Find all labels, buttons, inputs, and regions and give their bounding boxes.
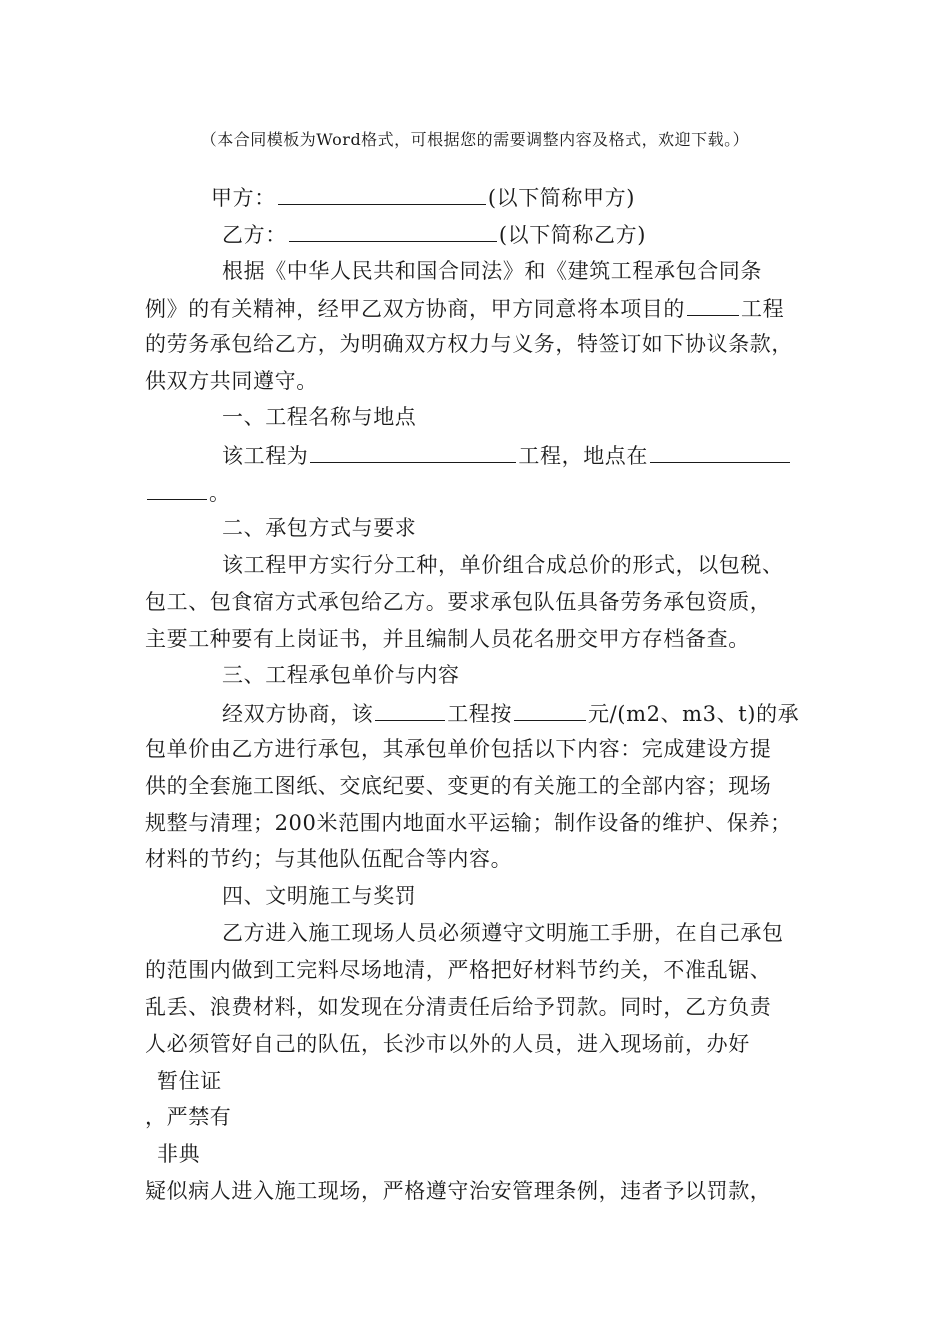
section-3-line-3: 供的全套施工图纸、交底纪要、变更的有关施工的全部内容；现场 [145,774,772,798]
section-4-line-3: 乱丢、浪费材料，如发现在分清责任后给予罚款。同时，乙方负责 [145,995,772,1019]
intro-line-2-suffix: 工程 [741,297,785,321]
intro-line-2 [145,297,784,320]
party-a-line [211,186,635,209]
section-2-line-2: 包工、包食宿方式承包给乙方。要求承包队伍具备劳务承包资质， [145,590,772,614]
s1-text-b: 工程，地点在 [518,444,649,468]
section-4-line-6: ，严禁有 [145,1105,232,1129]
section-4-line-5: 暂住证 [157,1069,222,1093]
intro-line-1: 根据《中华人民共和国合同法》和《建筑工程承包合同条 [222,259,762,283]
party-b-blank [289,223,497,242]
intro-line-3: 的劳务承包给乙方，为明确双方权力与义务，特签订如下协议条款， [145,332,793,356]
party-a-label: 甲方： [211,186,276,210]
section-1-heading: 一、工程名称与地点 [222,405,417,429]
location-blank [650,444,790,463]
section-4-line-1: 乙方进入施工现场人员必须遵守文明施工手册，在自己承包 [222,921,784,945]
section-3-line-1 [222,702,799,725]
s3-text-a: 经双方协商，该 [222,702,374,726]
party-b-label: 乙方： [222,223,287,247]
s3-text-c: 元/(m2、m3、t)的承 [588,702,800,726]
party-a-blank [278,186,486,205]
intro-line-4: 供双方共同遵守。 [145,369,318,393]
s1-period: 。 [209,481,231,505]
section-2-heading: 二、承包方式与要求 [222,516,417,540]
s1-text-a: 该工程为 [222,444,309,468]
project-blank [687,297,739,316]
price-blank [514,702,586,721]
section-4-line-4: 人必须管好自己的队伍，长沙市以外的人员，进入现场前，办好 [145,1032,750,1056]
template-notice: （本合同模板为Word格式，可根据您的需要调整内容及格式，欢迎下载。） [200,130,750,149]
section-4-line-2: 的范围内做到工完料尽场地清，严格把好材料节约关，不准乱锯、 [145,958,772,982]
party-a-suffix: (以下简称甲方) [487,186,635,210]
section-4-line-8: 疑似病人进入施工现场，严格遵守治安管理条例，违者予以罚款， [145,1179,772,1203]
section-3-line-2: 包单价由乙方进行承包，其承包单价包括以下内容：完成建设方提 [145,737,772,761]
location-blank-cont [147,481,207,500]
project-blank-2 [375,702,445,721]
s3-text-b: 工程按 [447,702,513,726]
intro-line-2-text: 例》的有关精神，经甲乙双方协商，甲方同意将本项目的 [145,297,685,321]
section-1-line-1 [222,444,792,467]
section-3-line-4: 规整与清理；200米范围内地面水平运输；制作设备的维护、保养； [145,811,792,835]
section-3-heading: 三、工程承包单价与内容 [222,663,460,687]
party-b-line [222,223,646,246]
section-3-line-5: 材料的节约；与其他队伍配合等内容。 [145,847,513,871]
project-name-blank [310,444,516,463]
section-2-line-3: 主要工种要有上岗证书，并且编制人员花名册交甲方存档备查。 [145,627,750,651]
section-4-heading: 四、文明施工与奖罚 [222,884,417,908]
section-2-line-1: 该工程甲方实行分工种，单价组合成总价的形式，以包税、 [222,553,784,577]
section-4-line-7: 非典 [157,1142,201,1166]
party-b-suffix: (以下简称乙方) [498,223,646,247]
section-1-line-2 [145,481,231,504]
